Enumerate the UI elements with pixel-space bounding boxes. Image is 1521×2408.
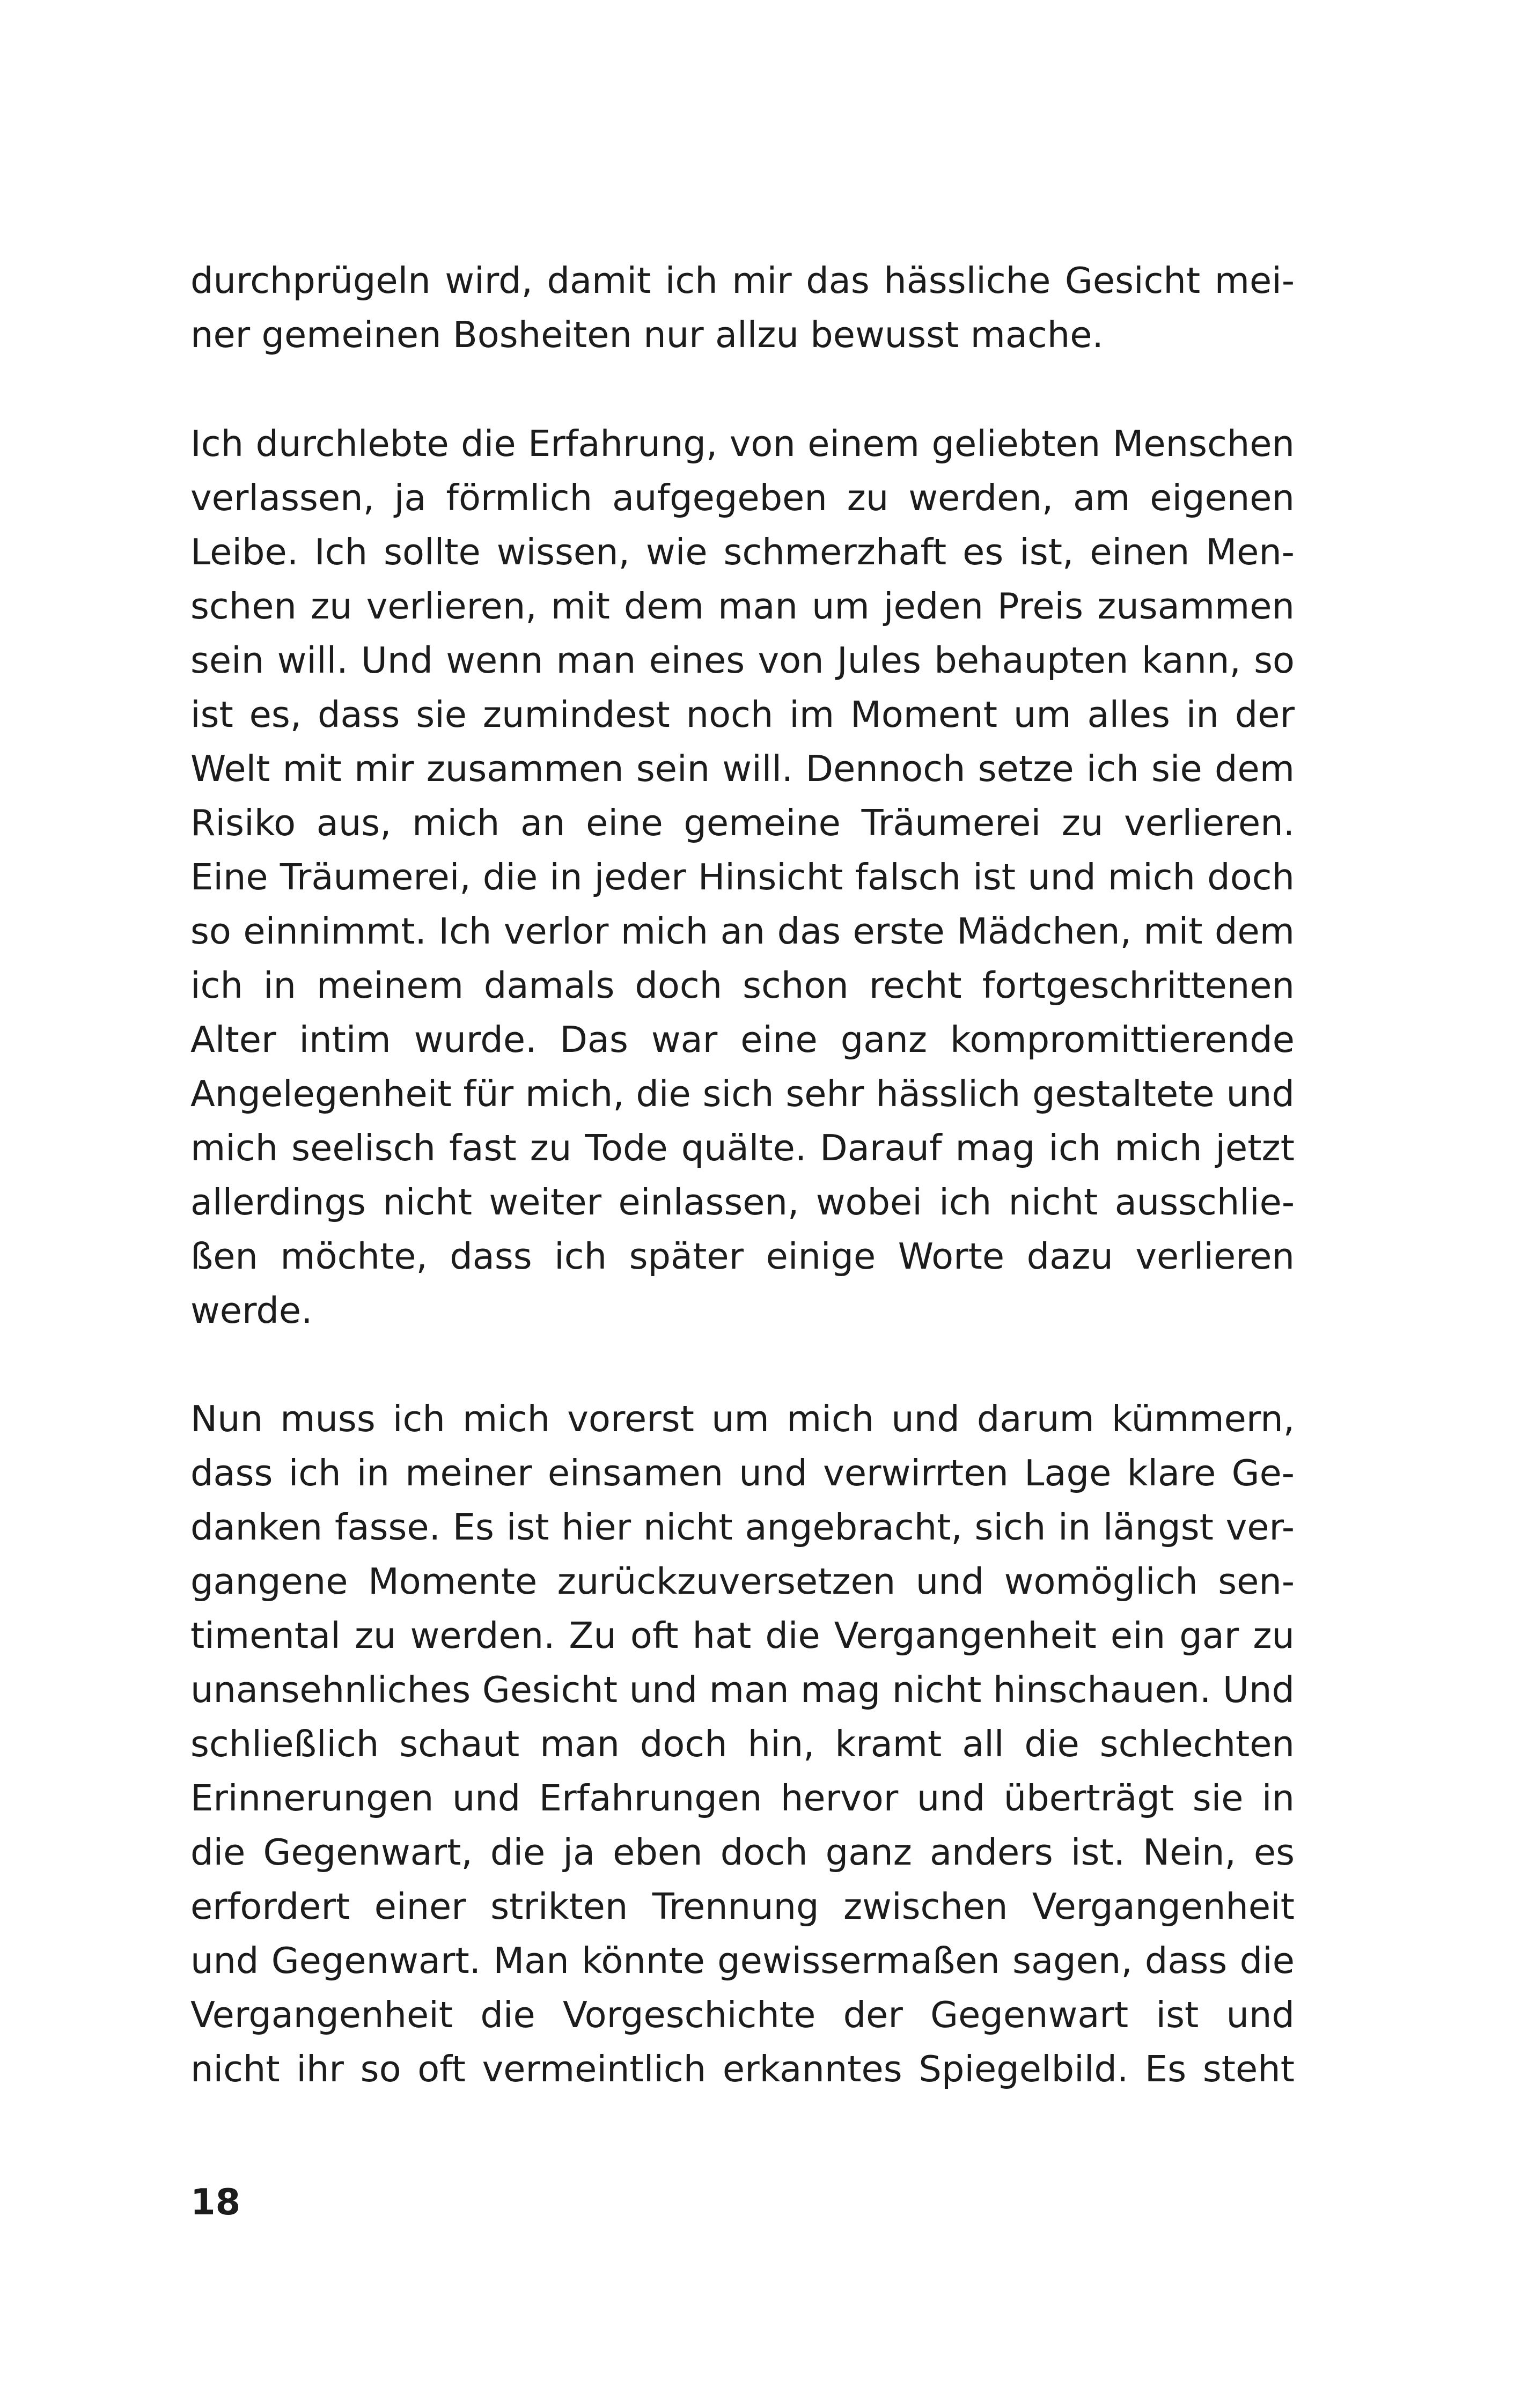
text-line: Risiko aus, mich an eine gemeine Träumerei zu verlieren. — [190, 802, 1295, 844]
text-line: Welt mit mir zusammen sein will. Dennoch setze ich sie dem — [190, 748, 1295, 790]
text-line: timental zu werden. Zu oft hat die Vergangenheit ein gar zu — [190, 1615, 1295, 1656]
text-line: sein will. Und wenn man eines von Jules behaupten kann, so — [190, 639, 1295, 681]
text-line: Vergangenheit die Vorgeschichte der Gegenwart ist und — [190, 1994, 1295, 2036]
paragraph-3 — [190, 1392, 1295, 2096]
text-line: verlassen, ja förmlich aufgegeben zu werden, am eigenen — [190, 477, 1295, 519]
text-line: und Gegenwart. Man könnte gewissermaßen sagen, dass die — [190, 1940, 1295, 1982]
text-line: werde. — [190, 1290, 313, 1331]
text-line: ich in meinem damals doch schon recht fortgeschrittenen — [190, 964, 1295, 1006]
text-line: gangene Momente zurückzuversetzen und womöglich sen- — [190, 1560, 1295, 1602]
text-line: schließlich schaut man doch hin, kramt all die schlechten — [190, 1723, 1295, 1765]
text-line: erfordert einer strikten Trennung zwischen Vergangenheit — [190, 1886, 1295, 1927]
text-line: unansehnliches Gesicht und man mag nicht hinschauen. Und — [190, 1669, 1295, 1711]
text-line: Ich durchlebte die Erfahrung, von einem geliebten Menschen — [190, 423, 1295, 465]
text-line: Erinnerungen und Erfahrungen hervor und überträgt sie in — [190, 1777, 1295, 1819]
text-line: Leibe. Ich sollte wissen, wie schmerzhaft es ist, einen Men- — [190, 531, 1295, 573]
text-line: ner gemeinen Bosheiten nur allzu bewusst mache. — [190, 314, 1104, 356]
text-line: dass ich in meiner einsamen und verwirrten Lage klare Ge- — [190, 1452, 1295, 1494]
text-line: mich seelisch fast zu Tode quälte. Darauf mag ich mich jetzt — [190, 1127, 1295, 1169]
text-line: durchprügeln wird, damit ich mir das hässliche Gesicht mei- — [190, 260, 1295, 301]
page-number: 18 — [190, 2181, 241, 2223]
paragraph-2 — [190, 417, 1295, 1338]
paragraph-1 — [190, 254, 1295, 362]
text-line: Eine Träumerei, die in jeder Hinsicht falsch ist und mich doch — [190, 856, 1295, 898]
text-line: allerdings nicht weiter einlassen, wobei ich nicht ausschlie- — [190, 1181, 1295, 1223]
text-line: die Gegenwart, die ja eben doch ganz anders ist. Nein, es — [190, 1831, 1295, 1873]
text-line: danken fasse. Es ist hier nicht angebracht, sich in längst ver- — [190, 1506, 1295, 1548]
text-line: Nun muss ich mich vorerst um mich und darum kümmern, — [190, 1398, 1295, 1440]
text-line: so einnimmt. Ich verlor mich an das erste Mädchen, mit dem — [190, 910, 1295, 952]
text-line: Angelegenheit für mich, die sich sehr hässlich gestaltete und — [190, 1073, 1295, 1115]
text-line: nicht ihr so oft vermeintlich erkanntes Spiegelbild. Es steht — [190, 2048, 1295, 2090]
text-line: ist es, dass sie zumindest noch im Moment um alles in der — [190, 694, 1295, 735]
text-line: Alter intim wurde. Das war eine ganz kompromittierende — [190, 1019, 1295, 1061]
text-line: schen zu verlieren, mit dem man um jeden Preis zusammen — [190, 585, 1295, 627]
text-line: ßen möchte, dass ich später einige Worte dazu verlieren — [190, 1235, 1295, 1277]
